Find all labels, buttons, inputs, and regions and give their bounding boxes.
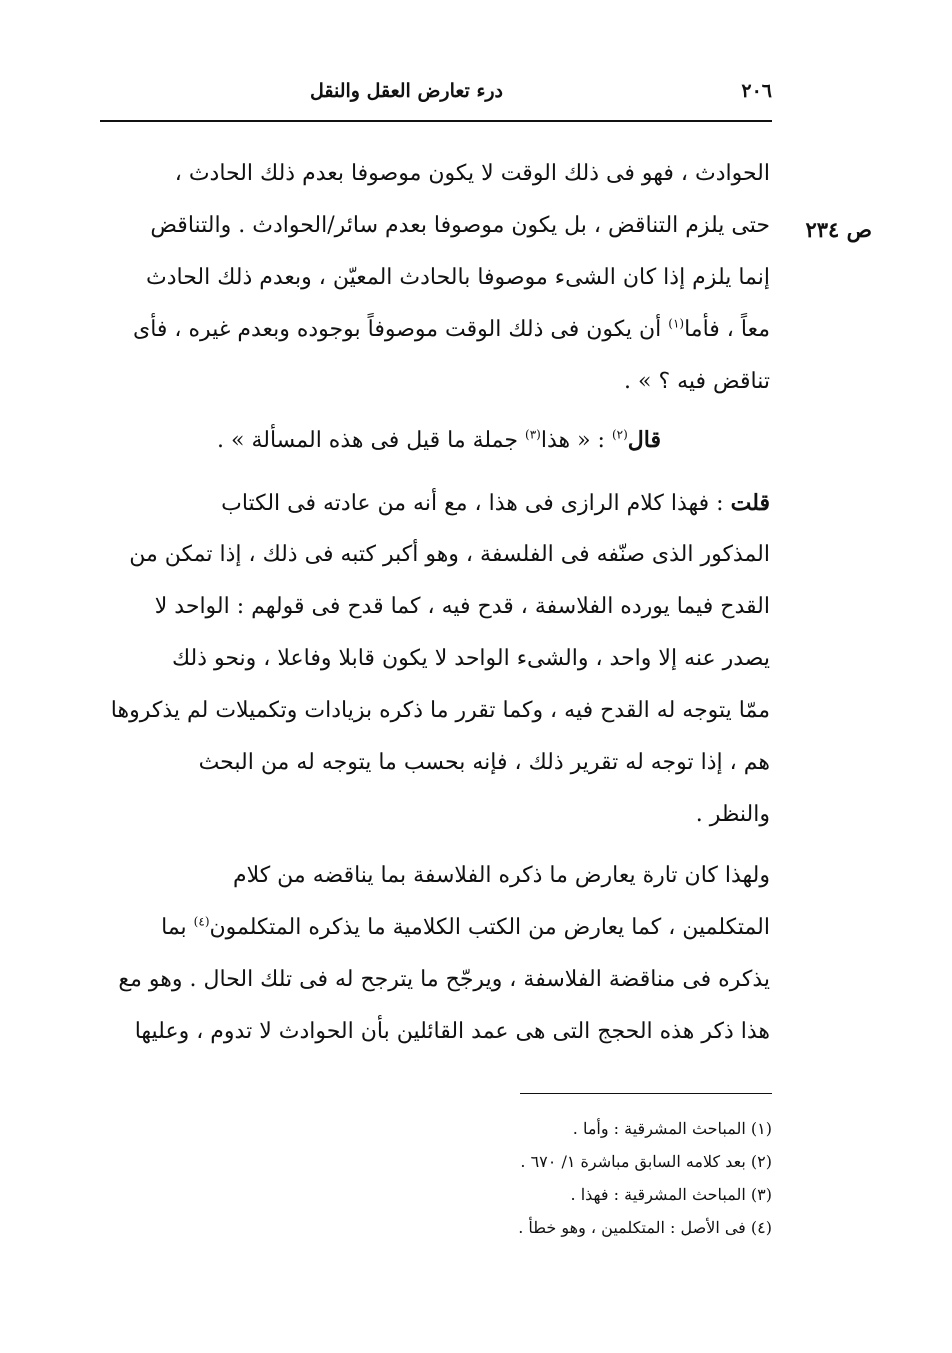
header-rule — [100, 120, 772, 122]
keyword-qal: قال — [627, 427, 661, 453]
footnote-marker: (٢) — [611, 427, 628, 442]
footnote: (١) المباحث المشرقية : وأما . — [572, 1119, 772, 1138]
text-segment: : « هذا — [540, 428, 605, 453]
text-line: هذا ذكر هذه الحجج التى هى عمد القائلين بأن الحوادث لا تدوم ، وعليها — [134, 1019, 770, 1044]
text-line: ممّا يتوجه له القدح فيه ، وكما تقرر ما ذكره بزيادات وتكميلات لم يذكروها — [110, 698, 770, 723]
footnote: (٤) فى الأصل : المتكلمين ، وهو خطأ . — [518, 1218, 772, 1237]
text-line — [108, 414, 770, 466]
text-line — [108, 304, 770, 356]
paragraph-2 — [108, 414, 770, 466]
text-line: يصدر عنه إلا واحد ، والشىء الواحد لا يكون قابلا وفاعلا ، ونحو ذلك — [171, 646, 770, 671]
footnote: (٣) المباحث المشرقية : فهذا . — [570, 1185, 772, 1204]
margin-page-reference: ص ٢٣٤ — [805, 217, 872, 242]
footnote: (٢) بعد كلامه السابق مباشرة ١/ ٦٧٠ . — [520, 1152, 772, 1171]
text-line: الحوادث ، فهو فى ذلك الوقت لا يكون موصوفا بعدم ذلك الحادث ، — [174, 161, 770, 186]
text-line: المذكور الذى صنّفه فى الفلسفة ، وهو أكبر كتبه فى ذلك ، إذا تمكن من — [129, 542, 770, 567]
footnote-marker: (٣) — [525, 427, 541, 442]
text-line: ولهذا كان تارة يعارض ما ذكره الفلاسفة بما يناقضه من كلام — [232, 863, 770, 888]
paragraph-4 — [108, 850, 770, 1058]
text-line: والنظر . — [695, 802, 770, 827]
text-segment: أن يكون فى ذلك الوقت موصوفاً بوجوده وبعدم غيره ، فأى — [133, 317, 662, 342]
text-segment: المتكلمين ، كما يعارض من الكتب الكلامية ما يذكره المتكلمون — [209, 915, 770, 940]
keyword-qultu: قلت — [730, 490, 770, 516]
text-line — [108, 902, 770, 954]
text-line: حتى يلزم التناقض ، بل يكون موصوفا بعدم سائر/الحوادث . والتناقض — [150, 213, 770, 238]
page-number: ٢٠٦ — [741, 80, 772, 102]
text-line: إنما يلزم إذا كان الشىء موصوفا بالحادث المعيّن ، وبعدم ذلك الحادث — [145, 265, 770, 290]
text-line: تناقض فيه ؟ » . — [624, 369, 770, 394]
text-segment: : فهذا كلام الرازى فى هذا ، مع أنه من عادته فى الكتاب — [221, 491, 724, 516]
running-title: درء تعارض العقل والنقل — [310, 80, 504, 102]
footnote-rule — [520, 1093, 772, 1094]
footnotes — [380, 1112, 772, 1244]
footnote-marker: (١) — [668, 316, 685, 331]
text-segment: جملة ما قيل فى هذه المسألة » . — [217, 428, 518, 453]
text-line — [108, 477, 770, 529]
text-line: هم ، إذا توجه له تقرير ذلك ، فإنه بحسب ما يتوجه له من البحث — [198, 750, 770, 775]
text-line: القدح فيما يورده الفلاسفة ، قدح فيه ، كما قدح فى قولهم : الواحد لا — [154, 594, 770, 619]
paragraph-1 — [108, 148, 770, 408]
text-line: يذكره فى مناقضة الفلاسفة ، ويرجّح ما يترجح له فى تلك الحال . وهو مع — [118, 967, 770, 992]
paragraph-3 — [108, 477, 770, 841]
text-segment: معاً ، فأما — [684, 317, 770, 342]
page-header — [100, 72, 772, 112]
text-segment: بما — [161, 915, 187, 940]
footnote-marker: (٤) — [193, 914, 210, 929]
